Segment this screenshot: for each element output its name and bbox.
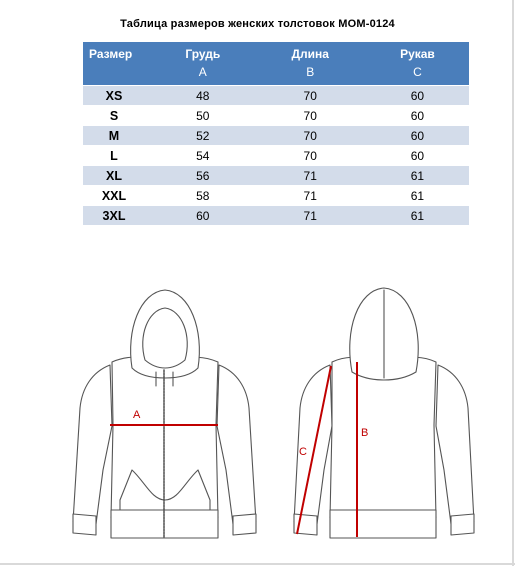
back-body	[330, 357, 436, 518]
chest-cell: 56	[151, 166, 255, 186]
front-right-cuff	[233, 514, 256, 535]
header-size-label: Размер	[89, 47, 133, 61]
back-right-sleeve	[436, 365, 474, 524]
length-cell: 70	[255, 86, 366, 106]
measure-label-b: B	[361, 427, 369, 439]
sleeve-cell: 61	[366, 166, 469, 186]
size-cell: XL	[83, 166, 151, 186]
sleeve-cell: 60	[366, 86, 469, 106]
sleeve-cell: 61	[366, 186, 469, 206]
chest-cell: 60	[151, 206, 255, 226]
measure-label-a: A	[133, 409, 141, 421]
front-left-cuff	[73, 514, 96, 535]
length-cell: 71	[255, 186, 366, 206]
measure-label-c: C	[299, 446, 307, 458]
length-cell: 70	[255, 126, 366, 146]
header-chest-label: Грудь	[185, 47, 221, 61]
header-sleeve-label: Рукав	[400, 47, 435, 61]
header-sleeve-code: C	[413, 65, 422, 79]
size-cell: M	[83, 126, 151, 146]
length-cell: 71	[255, 206, 366, 226]
chest-cell: 52	[151, 126, 255, 146]
page-title: Таблица размеров женских толстовок МОМ-0124	[120, 18, 395, 30]
sleeve-cell: 60	[366, 106, 469, 126]
length-cell: 70	[255, 146, 366, 166]
hoodie-front-drawing	[73, 290, 256, 538]
chest-cell: 48	[151, 86, 255, 106]
sleeve-cell: 60	[366, 126, 469, 146]
chest-cell: 50	[151, 106, 255, 126]
front-left-sleeve	[73, 365, 112, 524]
length-cell: 70	[255, 106, 366, 126]
size-cell: XXL	[83, 186, 151, 206]
length-cell: 71	[255, 166, 366, 186]
size-cell: L	[83, 146, 151, 166]
chest-cell: 54	[151, 146, 255, 166]
size-cell: 3XL	[83, 206, 151, 226]
back-right-cuff	[451, 514, 474, 535]
header-length-code: B	[306, 65, 315, 79]
sleeve-cell: 60	[366, 146, 469, 166]
header-chest-code: A	[198, 65, 207, 79]
sleeve-cell: 61	[366, 206, 469, 226]
header-length-label: Длина	[291, 47, 329, 61]
back-waistband	[330, 510, 436, 538]
front-right-sleeve	[217, 365, 256, 524]
size-cell: S	[83, 106, 151, 126]
chest-cell: 58	[151, 186, 255, 206]
size-cell: XS	[83, 86, 151, 106]
